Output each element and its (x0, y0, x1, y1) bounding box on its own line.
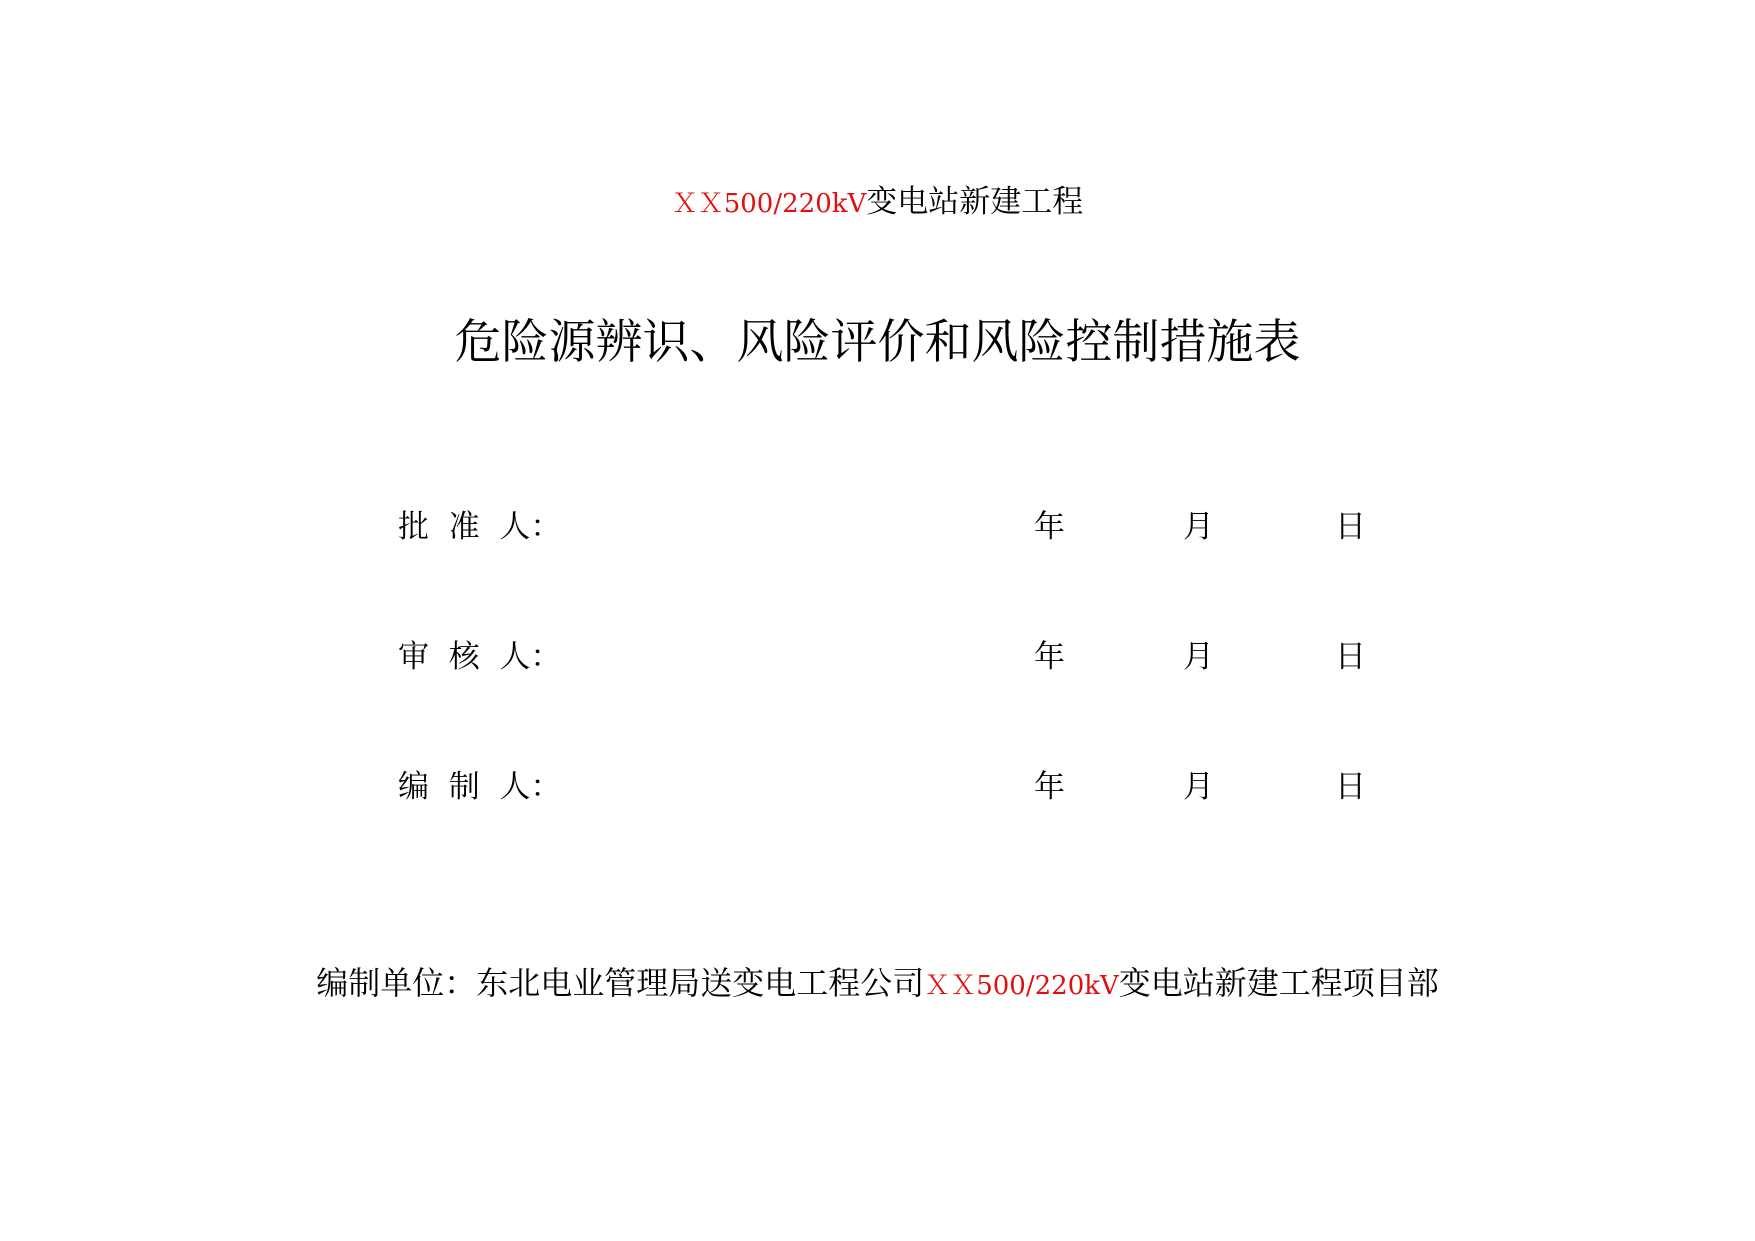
compiler-label: 编 制 人： (398, 769, 562, 805)
org-project-code: ＸＸ500/220kV (924, 971, 1119, 1001)
org-suffix: 变电站新建工程项目部 (1118, 964, 1439, 1002)
reviewer-label: 审 核 人： (398, 639, 562, 675)
compiler-month-label: 月 (1183, 769, 1214, 805)
approver-month-label: 月 (1183, 509, 1214, 545)
project-name: 变电站新建工程 (866, 184, 1084, 220)
approver-day-label: 日 (1335, 509, 1366, 545)
reviewer-month-label: 月 (1183, 639, 1214, 675)
compiler-day-label: 日 (1335, 769, 1366, 805)
approver-label: 批 准 人： (398, 509, 562, 545)
signature-row-compiler (0, 762, 1755, 812)
signature-row-approver (0, 502, 1755, 552)
reviewer-day-label: 日 (1335, 639, 1366, 675)
project-code: ＸＸ500/220kV (671, 189, 867, 219)
org-prefix: 编制单位：东北电业管理局送变电工程公司 (316, 964, 925, 1002)
project-heading (0, 180, 1755, 226)
page-title: 危险源辨识、风险评价和风险控制措施表 (454, 315, 1301, 370)
reviewer-year-label: 年 (1034, 639, 1065, 675)
signature-row-reviewer (0, 632, 1755, 682)
compiler-year-label: 年 (1034, 769, 1065, 805)
approver-year-label: 年 (1034, 509, 1065, 545)
compiling-unit (0, 960, 1755, 1009)
